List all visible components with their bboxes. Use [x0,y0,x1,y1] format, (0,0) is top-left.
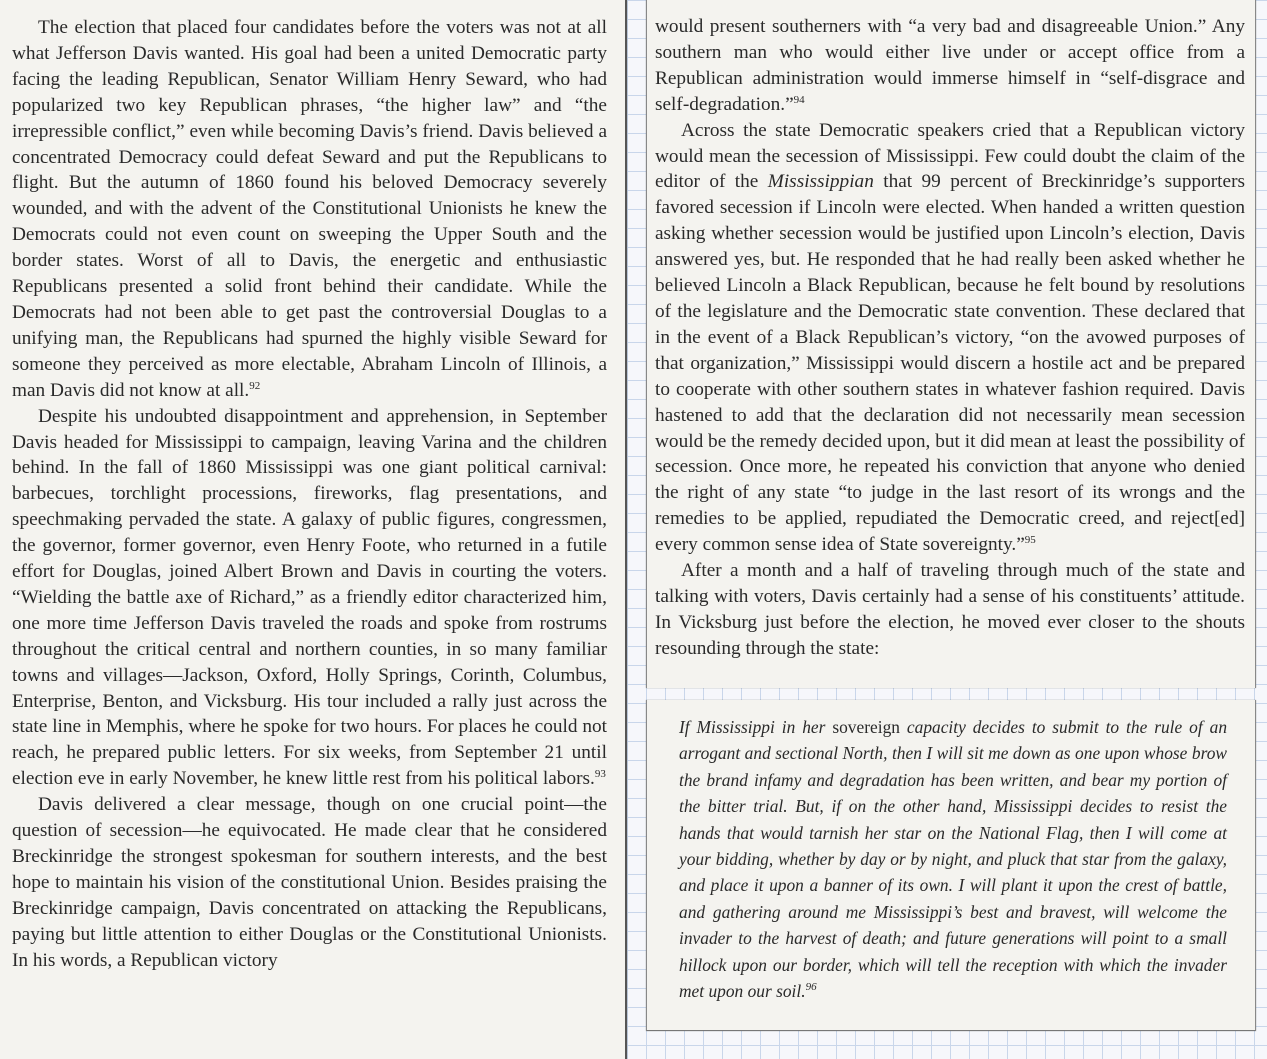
newspaper-title: Mississippian [767,171,874,193]
right-column-text [647,0,1255,662]
paragraph-campaign [12,404,607,793]
paragraph-election [12,15,607,404]
paragraph-continuation [655,14,1245,118]
paragraph-text: Despite his undoubted disappointment and apprehension, in September Davis headed for Mississippi to campaign, leaving Varina and the children behind. In the fall of 1860 Mississippi was one giant political carnival: barbecues, torchlight processions, fireworks, flag presentations, and speechmaking pervaded the state. A galaxy of public figures, congressmen, the governor, former governor, even Henry Foote, who returned in a futile effort for Douglas, joined Albert Brown and Davis in courting the voters. “Wielding the battle axe of Richard,” as a friendly editor characterized him, one more time Jefferson Davis traveled the roads and spoke from rostrums throughout the critical central and northern counties, in so many familiar towns and villages—Jackson, Oxford, Holly Springs, Corinth, Columbus, Enterprise, Benton, and Vicksburg. His tour included a rally just across the state line in Memphis, where he spoke for two hours. For places he could not reach, he prepared public letters. For six weeks, from September 21 until election eve in early November, he knew little rest from his political labors. [12,405,607,790]
quote-part: capacity decides to submit to the rule of an arrogant and sectional North, then I will sit me down as one upon whose brow the brand infamy and degradation has been written, and bear my portion of the bitter trial. But, if on the other hand, Mississippi decides to resist the hands that would tarnish her star on the National Flag, then I will come at your bidding, whether by day or by night, and pluck that star from the galaxy, and place it upon a banner of its own. I will plant it upon the crest of battle, and gathering around me Mississippi’s best and bravest, will welcome the invader to the harvest of death; and future generations will point to a small hillock upon our border, which will tell the reception with which the invader met upon our soil. [679,717,1228,1002]
footnote-ref: 96 [805,981,817,994]
paragraph-vicksburg [655,558,1245,662]
block-quote [647,700,1255,1004]
paragraph-text: The election that placed four candidates before the voters was not at all what Jefferson Davis wanted. His goal had been a united Democratic party facing the leading Republican, Senator William Henry Seward, who had popularized two key Republican phrases, “the higher law” and “the irrepressible conflict,” even while becoming Davis’s friend. Davis believed a concentrated Democracy could defeat Seward and put the Republicans to flight. But the autumn of 1860 found his beloved Democracy severely wounded, and with the advent of the Constitutional Unionists he knew the Democrats could not even count on sweeping the Upper South and the border states. Worst of all to Davis, the energetic and enthusiastic Republicans presented a solid front behind their candidate. While the Democrats had not been able to get past the controversial Douglas to a unifying man, the Republicans had spurned the highly visible Seward for someone they perceived as more electable, Abraham Lincoln of Illinois, a man Davis did not know at all. [12,17,607,401]
paragraph-secession [655,118,1245,558]
paragraph-message [12,792,607,973]
paragraph-text: Across the state Democratic speakers cried that a Republican victory would mean the secession of Mississippi. Few could doubt the claim of the editor of the [655,119,1245,193]
footnote-ref: 95 [1024,534,1036,547]
paragraph-text: would present southerners with “a very bad and disagreeable Union.” Any southern man who would either live under or accept office from a Republican administration would immerse himself in “self-disgrace and self-degradation.” [655,16,1245,115]
quote-text [679,714,1227,1004]
footnote-ref: 94 [793,93,805,106]
left-column-text [0,0,625,974]
quote-part: If Mississippi in her [679,717,833,737]
quote-roman-word: sovereign [832,717,900,737]
paragraph-text: After a month and a half of traveling through much of the state and talking with voters, Davis certainly had a sense of his constituents’ attitude. In Vicksburg just before the election, he moved ever closer to the shouts resounding through the state: [655,560,1245,659]
footnote-ref: 93 [594,768,606,781]
paragraph-text: that 99 percent of Breckinridge’s supporters favored secession if Lincoln were elected. When handed a written question asking whether secession would be justified upon Lincoln’s election, Davis answered yes, but. He responded that he had really been asked whether he believed Lincoln a Black Republican, because he felt bound by resolutions of the legislature and the Democratic state convention. These declared that in the event of a Black Republican’s victory, “on the avowed purposes of that organization,” Mississippi would discern a hostile act and be prepared to cooperate with other southern states in whatever fashion required. Davis hastened to add that the declaration did not necessarily mean secession would be the remedy decided upon, but it did mean at least the possibility of secession. Once more, he repeated his conviction that anyone who denied the right of any state “to judge in the last resort of its wrongs and the remedies to be applied, repudiated the Democratic creed, and reject[ed] every common sense idea of State sovereignty.” [655,171,1245,556]
footnote-ref: 92 [249,379,261,392]
block-quote-clipping [646,700,1256,1031]
right-page-clipping [646,0,1256,688]
paragraph-text: Davis delivered a clear message, though on one crucial point—the question of secession—he equivocated. He made clear that he considered Breckinridge the strongest spokesman for southern interests, and the best hope to maintain his vision of the constitutional Union. Besides praising the Breckinridge campaign, Davis concentrated on attacking the Republicans, paying but little attention to either Douglas or the Constitutional Unionists. In his words, a Republican victory [12,794,607,971]
left-page-clipping [0,0,627,1059]
